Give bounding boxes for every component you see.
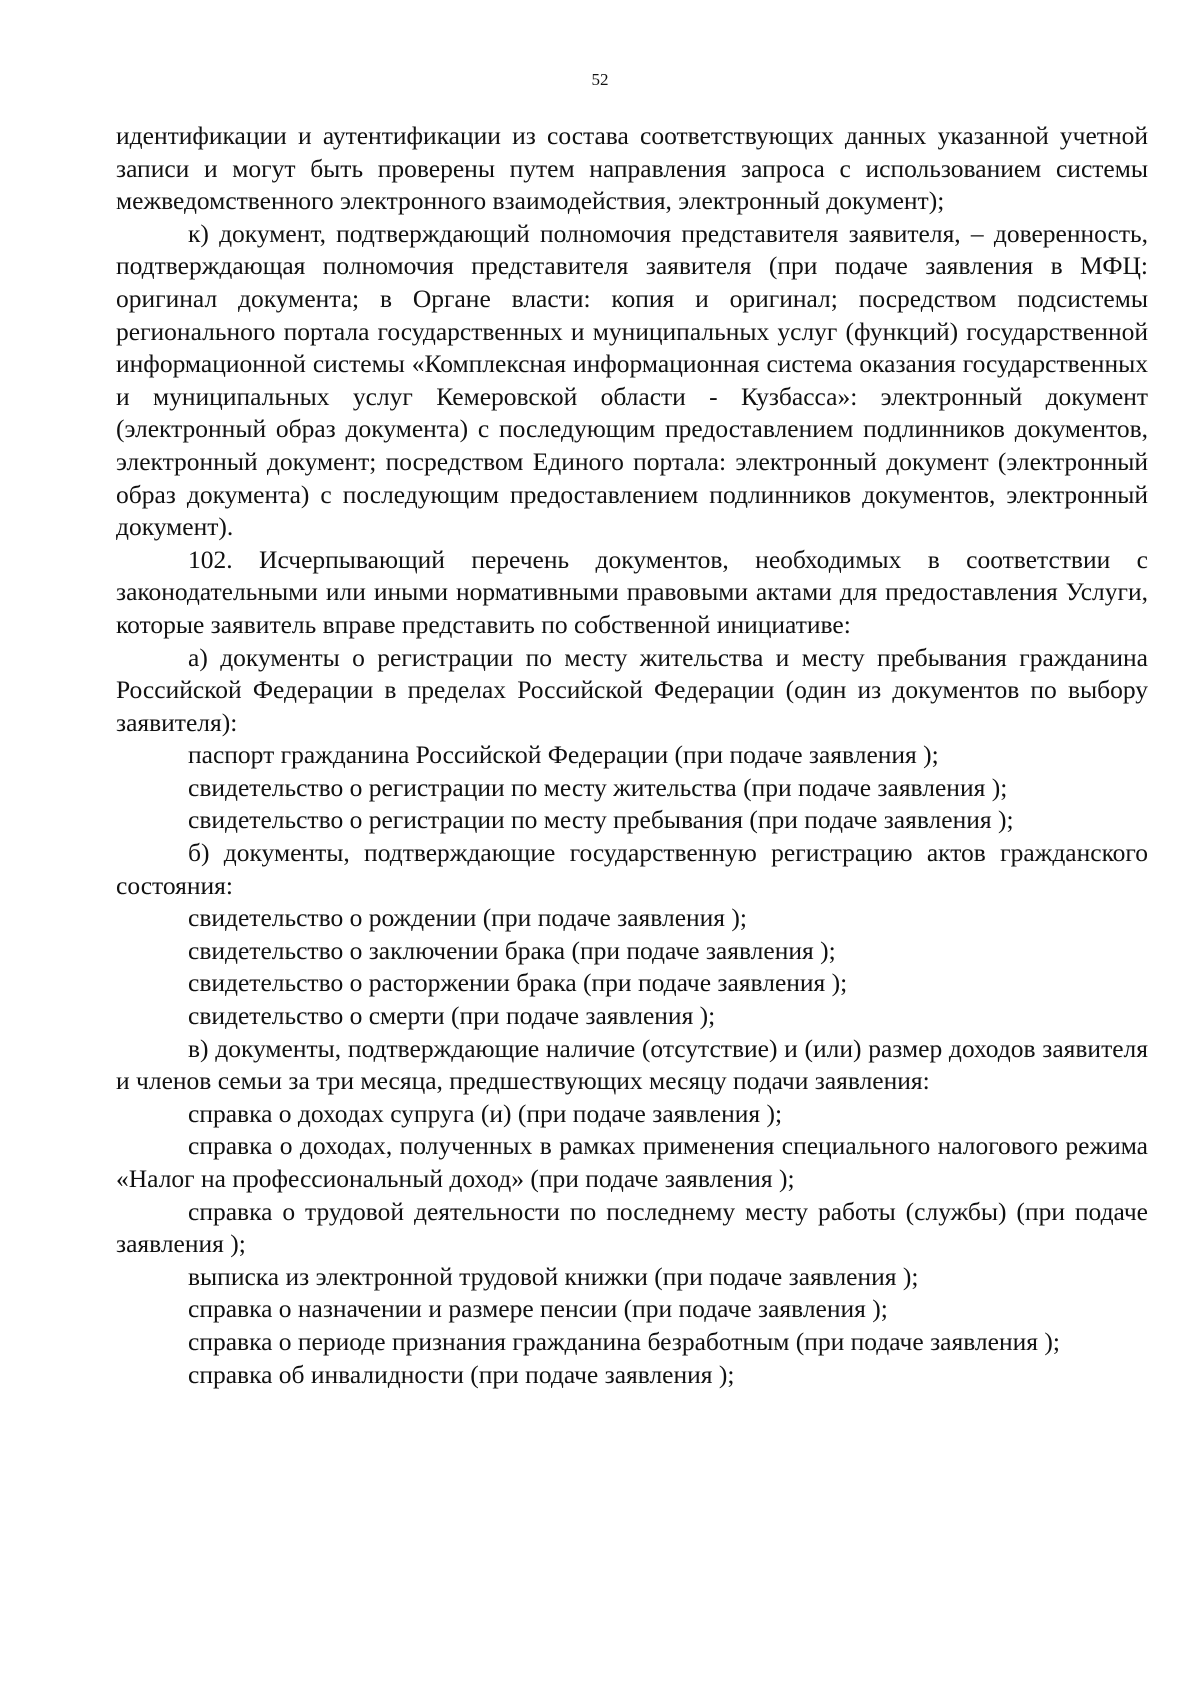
paragraph: 102. Исчерпывающий перечень документов, необходимых в соответствии с законодательными или иными нормативными правовыми актами для предоставления Услуги, которые заявитель вправе представить по собственной инициативе: <box>116 544 1148 639</box>
list-item: справка об инвалидности (при подаче заявления ); <box>188 1359 735 1389</box>
list-item: свидетельство о регистрации по месту жительства (при подаче заявления ); <box>188 772 1008 802</box>
list-item: справка о доходах супруга (и) (при подаче заявления ); <box>188 1098 783 1128</box>
list-item: справка о трудовой деятельности по последнему месту работы (службы) (при подаче заявления ); <box>116 1196 1148 1259</box>
paragraph: идентификации и аутентификации из состава соответствующих данных указанной учетной записи и могут быть проверены путем направления запроса с использованием системы межведомственного электронного взаимодействия, электронный документ); <box>116 121 1148 216</box>
list-item: свидетельство о расторжении брака (при подаче заявления ); <box>188 968 848 998</box>
list-item: паспорт гражданина Российской Федерации (при подаче заявления ); <box>188 740 939 770</box>
list-item: справка о периоде признания гражданина безработным (при подаче заявления ); <box>188 1326 1060 1356</box>
list-item: справка о доходах, полученных в рамках применения специального налогового режима «Налог на профессиональный доход» (при подаче заявления ); <box>116 1131 1148 1193</box>
paragraph: в) документы, подтверждающие наличие (отсутствие) и (или) размер доходов заявителя и членов семьи за три месяца, предшествующих месяцу подачи заявления: <box>116 1033 1148 1096</box>
paragraph: к) документ, подтверждающий полномочия представителя заявителя, – доверенность, подтверждающая полномочия представителя заявителя (при подаче заявления в МФЦ: оригинал документа; в Органе власти: копия и оригинал; посредством подсистемы регионального портала государственных и муниципальных услуг (функций) государственной информационной системы «Комплексная информационная система оказания государственных и муниципальных услуг Кемеровской области - Кузбасса»: электронный документ (электронный образ документа) с последующим предоставлением подлинников документов, электронный документ; посредством Единого портала: электронный документ (электронный образ документа) с последующим предоставлением подлинников документов, электронный документ). <box>116 218 1148 542</box>
list-item: свидетельство о заключении брака (при подаче заявления ); <box>188 935 836 965</box>
list-item: свидетельство о смерти (при подаче заявления ); <box>188 1001 716 1031</box>
list-item: выписка из электронной трудовой книжки (при подаче заявления ); <box>188 1261 919 1291</box>
list-item: свидетельство о регистрации по месту пребывания (при подаче заявления ); <box>188 805 1014 835</box>
paragraph: б) документы, подтверждающие государственную регистрацию актов гражданского состояния: <box>116 838 1148 900</box>
list-item: свидетельство о рождении (при подаче заявления ); <box>188 903 747 933</box>
list-item: справка о назначении и размере пенсии (при подаче заявления ); <box>188 1294 888 1324</box>
paragraph: а) документы о регистрации по месту жительства и месту пребывания гражданина Российской Федерации в пределах Российской Федерации (один из документов по выбору заявителя): <box>116 642 1148 737</box>
page-number: 52 <box>591 70 609 89</box>
document-body <box>116 120 1148 1391</box>
